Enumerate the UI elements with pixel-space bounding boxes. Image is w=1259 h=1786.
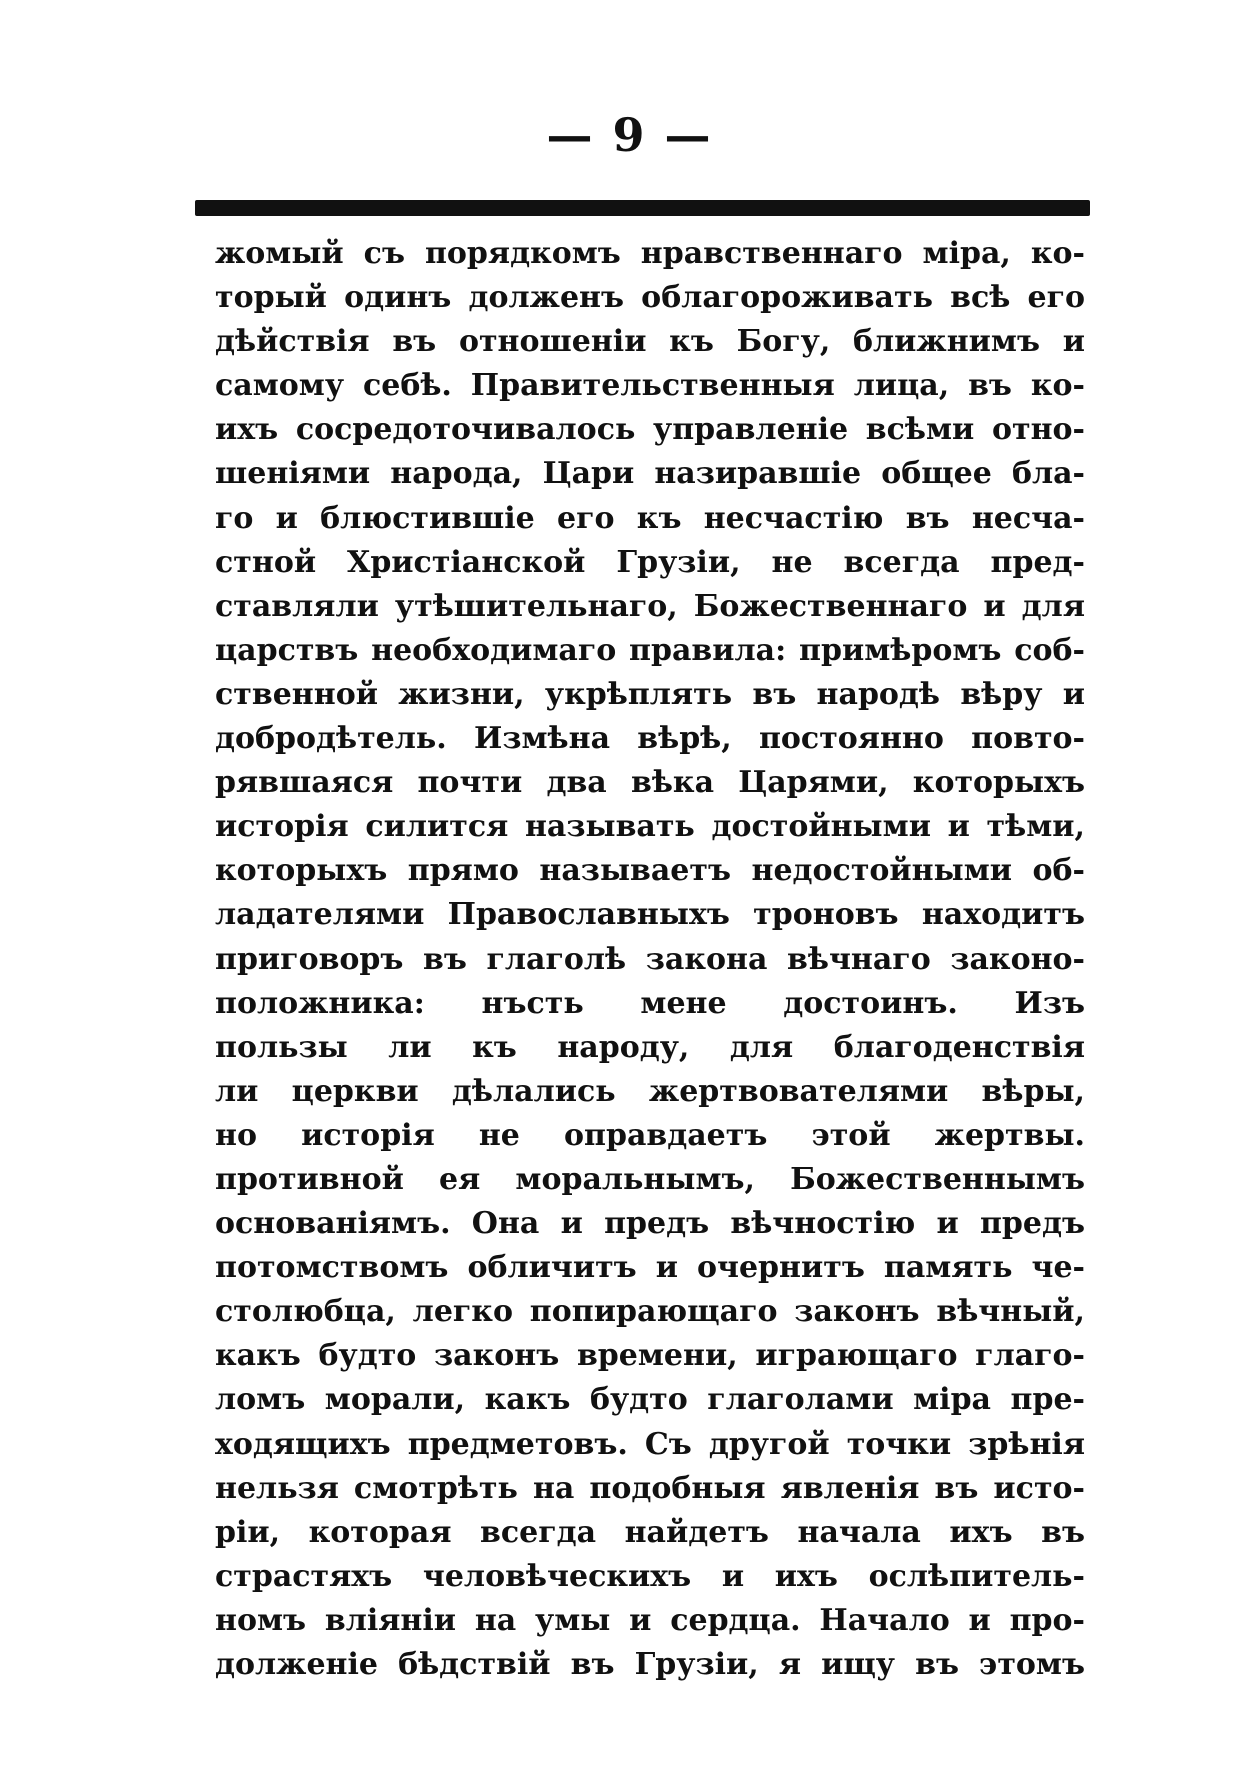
text-line: самому себѣ. Правительственныя лица, въ ко- [215,368,1085,404]
text-line: какъ будто законъ времени, играющаго глаго- [215,1338,1085,1374]
text-line: царствъ необходимаго правила: примѣромъ соб- [215,632,1085,668]
text-line: ходящихъ предметовъ. Съ другой точки зрѣнія [215,1426,1085,1462]
text-line: потомствомъ обличитъ и очернитъ память че- [215,1250,1085,1286]
text-line: жомый съ порядкомъ нравственнаго міра, ко- [215,236,1085,271]
text-line: которыхъ прямо называетъ недостойными об- [215,853,1085,889]
text-line: ломъ морали, какъ будто глаголами міра пре- [215,1382,1085,1418]
page-number: — 9 — [546,108,713,162]
text-line: нельзя смотрѣть на подобныя явленія въ исто- [215,1470,1085,1506]
text-line: страстяхъ человѣческихъ и ихъ ослѣпитель- [215,1558,1085,1594]
text-line: добродѣтель. Измѣна вѣрѣ, постоянно повто- [215,721,1085,757]
text-line: но исторія не оправдаетъ этой жертвы. [215,1117,1085,1153]
text-line: столюбца, легко попирающаго законъ вѣчный, [215,1294,1085,1330]
text-line: ладателями Православныхъ троновъ находитъ [215,897,1085,933]
text-line: шеніями народа, Цари назиравшіе общее бла- [215,456,1085,492]
text-line: ихъ сосредоточивалось управленіе всѣми отно- [215,412,1085,448]
text-line: пользы ли къ народу, для благоденствія [215,1029,1085,1065]
text-line: номъ вліяніи на умы и сердца. Начало и про- [215,1602,1085,1638]
text-line: ственной жизни, укрѣплять въ народѣ вѣру и [215,676,1085,712]
text-line: стной Христіанской Грузіи, не всегда пред- [215,544,1085,580]
text-line: приговоръ въ глаголѣ закона вѣчнаго законо- [215,941,1085,977]
text-line: исторія силится называть достойными и тѣми, [215,809,1085,845]
text-line: противной ея моральнымъ, Божественнымъ [215,1161,1085,1197]
text-line: дѣйствія въ отношеніи къ Богу, ближнимъ и [215,324,1085,360]
text-line: торый одинъ долженъ облагороживать всѣ его [215,280,1085,316]
text-line: ріи, которая всегда найдетъ начала ихъ въ [215,1514,1085,1550]
text-line: рявшаяся почти два вѣка Царями, которыхъ [215,765,1085,801]
body-text [215,232,1085,1687]
text-line: ставляли утѣшительнаго, Божественнаго и для [215,588,1085,624]
text-line: положника: нъсть мене достоинъ. Изъ [215,985,1085,1021]
text-line: долженіе бѣдствій въ Грузіи, я ищу въ этомъ [215,1647,1085,1682]
text-line: основаніямъ. Она и предъ вѣчностію и предъ [215,1206,1085,1242]
text-line: ли церкви дѣлались жертвователями вѣры, [215,1073,1085,1109]
text-line: го и блюстившіе его къ несчастію въ несча- [215,500,1085,536]
header-rule [195,200,1090,216]
